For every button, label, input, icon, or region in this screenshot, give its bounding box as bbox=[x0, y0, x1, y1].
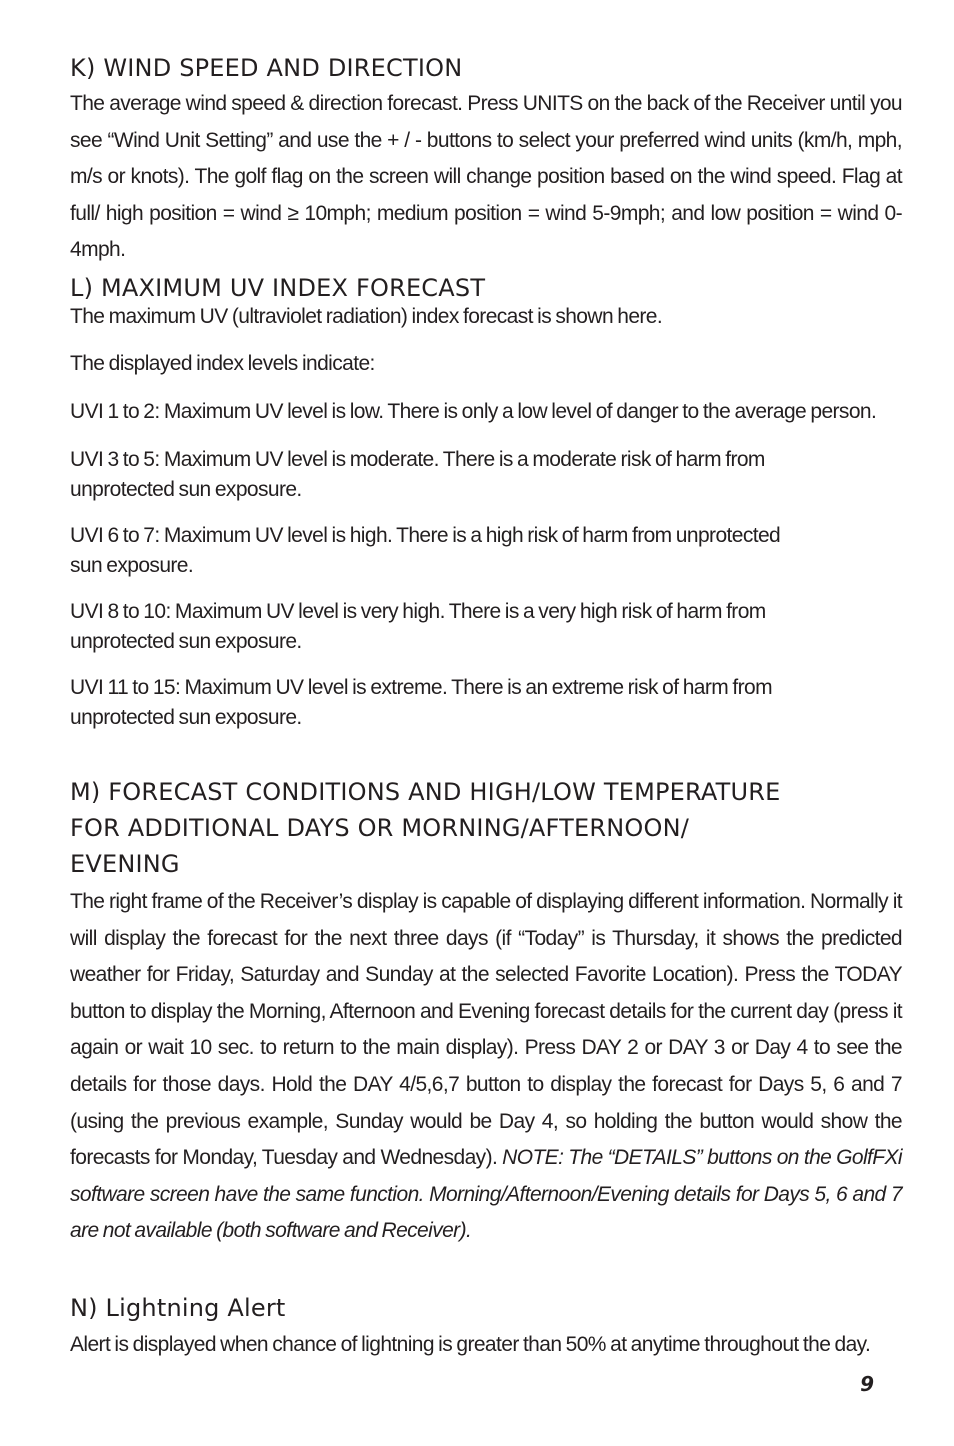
uvi-8-10-line2: unprotected sun exposure. bbox=[70, 630, 302, 653]
section-k-heading: K) WIND SPEED AND DIRECTION bbox=[70, 54, 463, 82]
section-k-body: The average wind speed & direction forecast. Press UNITS on the back of the Receiver until you see “Wind Unit Setting” and use the + / - buttons to select your preferred wind units (km/h, mph, m/s or knots). The golf flag on the screen will change position based on the wind speed. Flag at full/ high position = wind ≥ 10mph; medium position = wind 5-9mph; and low position = wind 0-4mph. bbox=[70, 92, 902, 262]
uvi-8-10-text bbox=[70, 597, 766, 657]
section-m-heading-line3: EVENING bbox=[70, 850, 180, 878]
uvi-1-2-text: UVI 1 to 2: Maximum UV level is low. There is only a low level of danger to the average person. bbox=[70, 400, 877, 423]
uvi-6-7-line2: sun exposure. bbox=[70, 554, 194, 577]
page-number: 9 bbox=[860, 1372, 874, 1396]
section-m-body-text: The right frame of the Receiver’s display is capable of displaying different information. Normally it will display the forecast for the next three days (if “Today” is Thursday, it shows the predicted weather for Friday, Saturday and Sunday at the selected Favorite Location). Press the TODAY button to display the Morning, Afternoon and Evening forecast details for the current day (press it again or wait 10 sec. to return to the main display). Press DAY 2 or DAY 3 or Day 4 to see the details for those days. Hold the DAY 4/5,6,7 button to display the forecast for Days 5, 6 and 7 (using the previous example, Sunday would be Day 4, so holding the button would show the forecasts for Monday, Tuesday and Wednesday). bbox=[70, 890, 902, 1170]
section-m-heading-line2: FOR ADDITIONAL DAYS OR MORNING/AFTERNOON/ bbox=[70, 814, 690, 842]
section-l-heading: L) MAXIMUM UV INDEX FORECAST bbox=[70, 274, 486, 302]
uvi-6-7-line1: UVI 6 to 7: Maximum UV level is high. There is a high risk of harm from unprotected bbox=[70, 524, 781, 547]
section-l-levels-intro: The displayed index levels indicate: bbox=[70, 352, 375, 375]
uvi-8-10-line1: UVI 8 to 10: Maximum UV level is very high. There is a very high risk of harm from bbox=[70, 600, 766, 623]
uvi-6-7-text bbox=[70, 521, 780, 581]
uvi-11-15-text bbox=[70, 673, 772, 733]
section-m-note: NOTE: The “DETAILS” buttons on the GolfFXi software screen have the same function. Morning/Afternoon/Evening details for Days 5, 6 and 7 are not available (both software and Receiver). bbox=[70, 1146, 902, 1243]
uvi-3-5-line1: UVI 3 to 5: Maximum UV level is moderate. There is a moderate risk of harm from bbox=[70, 448, 765, 471]
section-m-heading-line1: M) FORECAST CONDITIONS AND HIGH/LOW TEMPERATURE bbox=[70, 778, 781, 806]
uvi-11-15-line1: UVI 11 to 15: Maximum UV level is extreme. There is an extreme risk of harm from bbox=[70, 676, 772, 699]
uvi-3-5-text bbox=[70, 445, 765, 505]
uvi-11-15-line2: unprotected sun exposure. bbox=[70, 706, 302, 729]
section-n-body: Alert is displayed when chance of lightning is greater than 50% at anytime throughout the day. bbox=[70, 1333, 871, 1356]
section-m-heading bbox=[70, 774, 781, 882]
section-l-intro: The maximum UV (ultraviolet radiation) index forecast is shown here. bbox=[70, 305, 663, 328]
section-m-body bbox=[70, 884, 902, 1250]
uvi-3-5-line2: unprotected sun exposure. bbox=[70, 478, 302, 501]
section-n-heading: N) Lightning Alert bbox=[70, 1294, 286, 1322]
